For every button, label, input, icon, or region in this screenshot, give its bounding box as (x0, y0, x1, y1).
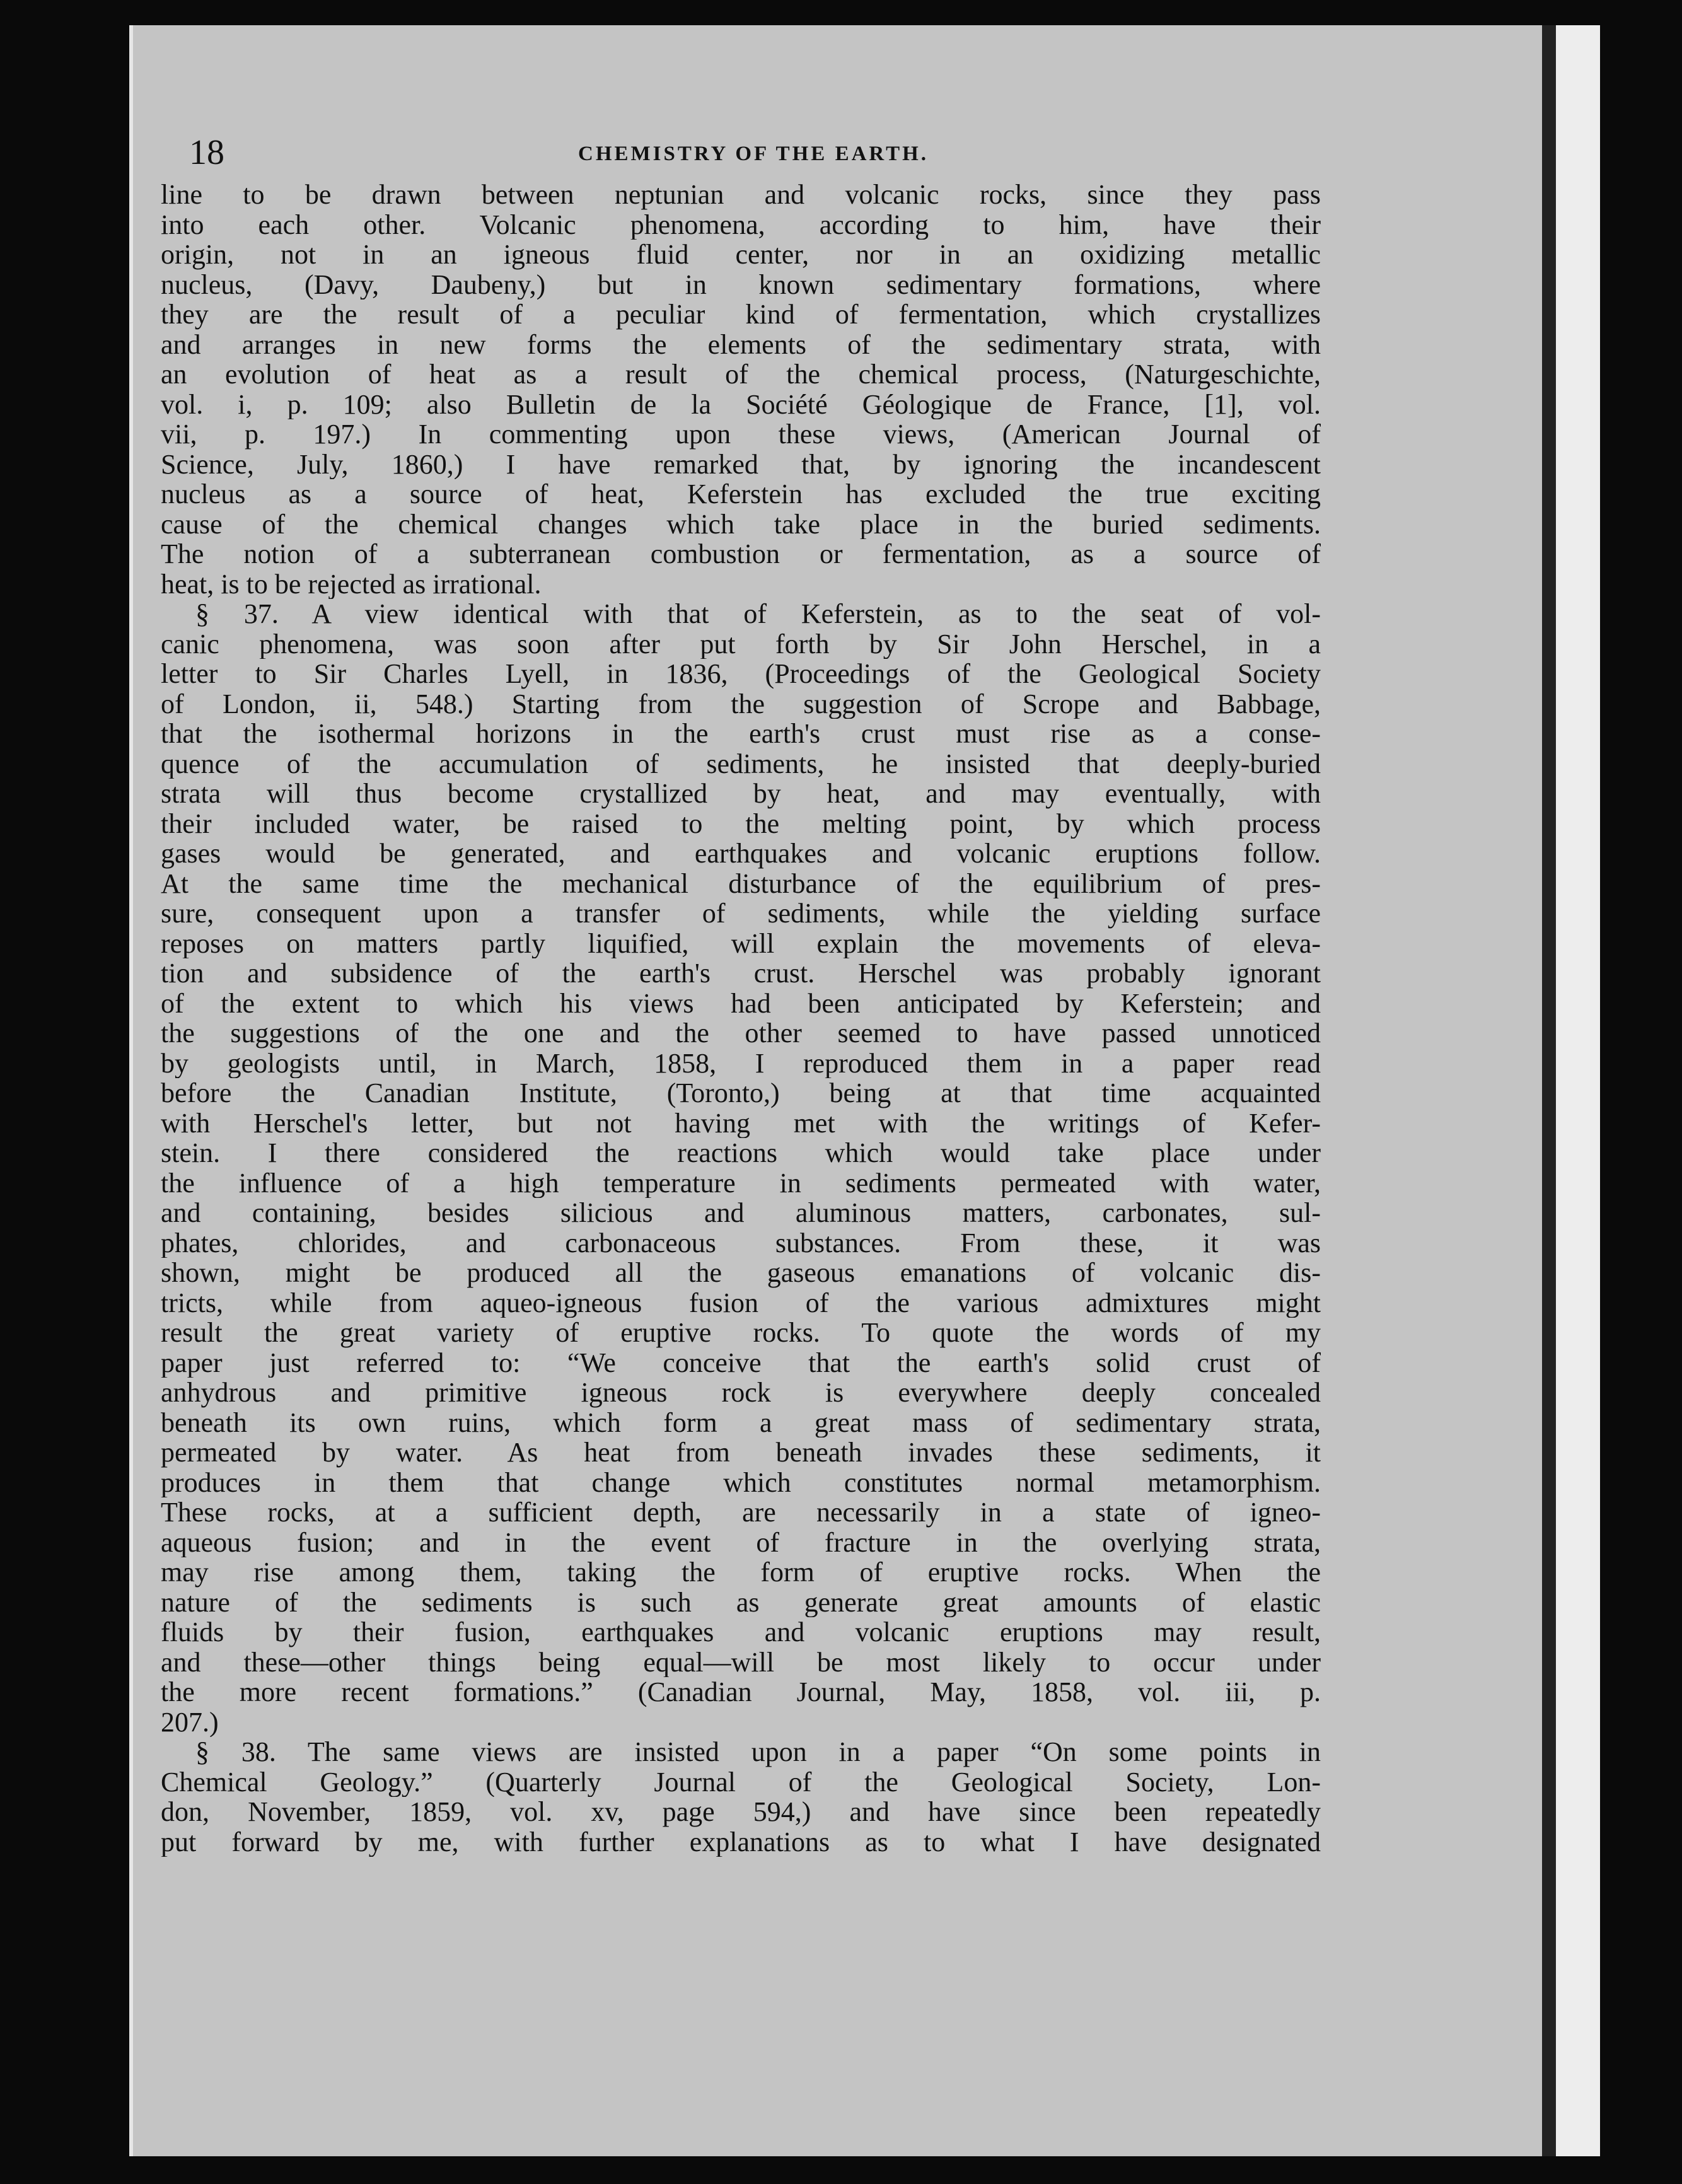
text-line: nature of the sediments is such as generate great amounts of elastic (161, 1587, 1321, 1617)
text-line: anhydrous and primitive igneous rock is everywhere deeply concealed (161, 1378, 1321, 1408)
text-line: of the extent to which his views had been anticipated by Keferstein; and (161, 988, 1321, 1018)
text-line: phates, chlorides, and carbonaceous substances. From these, it was (161, 1228, 1321, 1258)
text-line: paper just referred to: “We conceive that the earth's solid crust of (161, 1347, 1321, 1378)
text-line: vol. i, p. 109; also Bulletin de la Société Géologique de France, [1], vol. (161, 389, 1321, 419)
text-line: The notion of a subterranean combustion or fermentation, as a source of (161, 539, 1321, 569)
body-text (161, 180, 1321, 1857)
text-line: canic phenomena, was soon after put forth by Sir John Herschel, in a (161, 629, 1321, 659)
running-title: CHEMISTRY OF THE EARTH. (577, 142, 929, 165)
text-line: before the Canadian Institute, (Toronto,) being at that time acquainted (161, 1078, 1321, 1108)
text-line: and containing, besides silicious and aluminous matters, carbonates, sul- (161, 1198, 1321, 1228)
text-line: nucleus, (Davy, Daubeny,) but in known sedimentary formations, where (161, 269, 1321, 299)
text-line: heat, is to be rejected as irrational. (161, 569, 542, 599)
text-line: into each other. Volcanic phenomena, according to him, have their (161, 209, 1321, 240)
text-line: an evolution of heat as a result of the chemical process, (Naturgeschichte, (161, 359, 1321, 390)
text-line: the more recent formations.” (Canadian Journal, May, 1858, vol. iii, p. (161, 1677, 1321, 1707)
text-line: with Herschel's letter, but not having met with the writings of Kefer- (161, 1108, 1321, 1138)
page-gutter-shadow (1542, 25, 1556, 2156)
text-line: § 37. A view identical with that of Keferstein, as to the seat of vol- (195, 599, 1321, 629)
text-line: of London, ii, 548.) Starting from the suggestion of Scrope and Babbage, (161, 688, 1321, 719)
text-line: letter to Sir Charles Lyell, in 1836, (Proceedings of the Geological Society (161, 659, 1321, 689)
text-line: line to be drawn between neptunian and volcanic rocks, since they pass (161, 180, 1321, 210)
text-line: aqueous fusion; and in the event of fracture in the overlying strata, (161, 1527, 1321, 1557)
text-line: their included water, be raised to the melting point, by which process (161, 808, 1321, 839)
text-line: Science, July, 1860,) I have remarked that, by ignoring the incandescent (161, 449, 1321, 479)
text-line: 207.) (161, 1707, 219, 1737)
text-line: cause of the chemical changes which take place in the buried sediments. (161, 509, 1321, 539)
text-line: don, November, 1859, vol. xv, page 594,) and have since been repeatedly (161, 1797, 1321, 1827)
text-line: These rocks, at a sufficient depth, are necessarily in a state of igneo- (161, 1497, 1321, 1528)
text-line: origin, not in an igneous fluid center, nor in an oxidizing metallic (161, 240, 1321, 270)
text-line: sure, consequent upon a transfer of sediments, while the yielding surface (161, 898, 1321, 929)
next-page-edge (1556, 25, 1600, 2156)
text-line: and arranges in new forms the elements of the sedimentary strata, with (161, 329, 1321, 359)
text-line: by geologists until, in March, 1858, I reproduced them in a paper read (161, 1048, 1321, 1078)
text-line: vii, p. 197.) In commenting upon these views, (American Journal of (161, 419, 1321, 450)
text-line: gases would be generated, and earthquakes and volcanic eruptions follow. (161, 839, 1321, 869)
text-line: beneath its own ruins, which form a great mass of sedimentary strata, (161, 1407, 1321, 1438)
text-line: they are the result of a peculiar kind of fermentation, which crystallizes (161, 299, 1321, 330)
text-line: permeated by water. As heat from beneath invades these sediments, it (161, 1438, 1321, 1468)
text-line: put forward by me, with further explanations as to what I have designated (161, 1827, 1321, 1857)
text-line: result the great variety of eruptive rocks. To quote the words of my (161, 1318, 1321, 1348)
text-line: shown, might be produced all the gaseous emanations of volcanic dis- (161, 1258, 1321, 1288)
text-line: quence of the accumulation of sediments, he insisted that deeply-buried (161, 748, 1321, 779)
page-number: 18 (189, 133, 224, 172)
text-line: Chemical Geology.” (Quarterly Journal of the Geological Society, Lon- (161, 1767, 1321, 1797)
text-line: the influence of a high temperature in sediments permeated with water, (161, 1168, 1321, 1198)
text-line: the suggestions of the one and the other seemed to have passed unnoticed (161, 1018, 1321, 1048)
text-line: strata will thus become crystallized by heat, and may eventually, with (161, 779, 1321, 809)
text-line: that the isothermal horizons in the earth's crust must rise as a conse- (161, 719, 1321, 749)
text-line: nucleus as a source of heat, Keferstein has excluded the true exciting (161, 479, 1321, 509)
text-line: tion and subsidence of the earth's crust. Herschel was probably ignorant (161, 958, 1321, 989)
page-header (189, 132, 1318, 177)
text-line: At the same time the mechanical disturbance of the equilibrium of pres- (161, 868, 1321, 898)
text-line: produces in them that change which constitutes normal metamorphism. (161, 1467, 1321, 1497)
text-line: § 38. The same views are insisted upon in a paper “On some points in (195, 1737, 1321, 1767)
text-line: may rise among them, taking the form of eruptive rocks. When the (161, 1557, 1321, 1588)
text-line: reposes on matters partly liquified, will explain the movements of eleva- (161, 928, 1321, 958)
text-line: fluids by their fusion, earthquakes and volcanic eruptions may result, (161, 1617, 1321, 1647)
text-line: and these—other things being equal—will be most likely to occur under (161, 1647, 1321, 1677)
text-line: tricts, while from aqueo-igneous fusion of the various admixtures might (161, 1287, 1321, 1318)
text-line: stein. I there considered the reactions which would take place under (161, 1138, 1321, 1168)
